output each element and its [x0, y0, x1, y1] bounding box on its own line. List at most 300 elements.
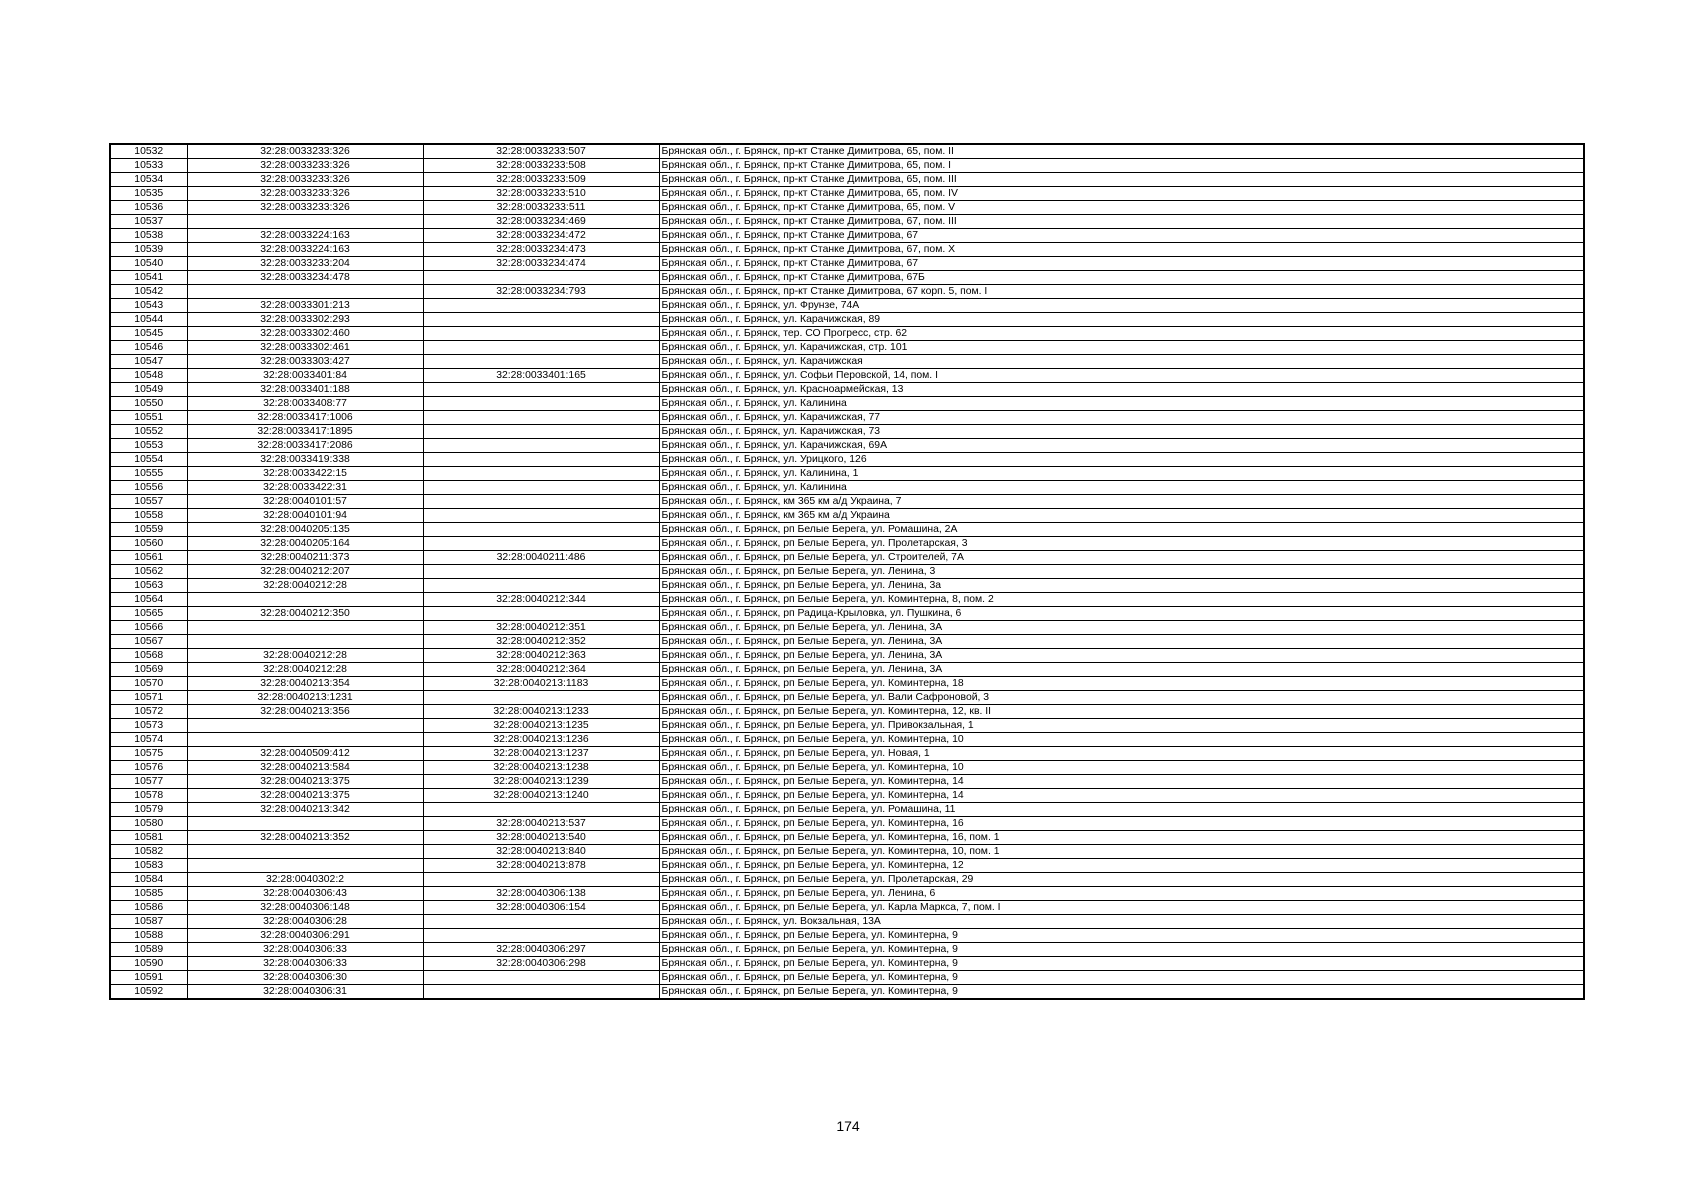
address-cell: Брянская обл., г. Брянск, рп Белые Берега, ул. Ромашина, 11 [659, 803, 1584, 817]
table-row [110, 649, 1584, 663]
object-cadastral-number-cell [423, 985, 659, 1000]
parcel-cadastral-number-cell: 32:28:0040101:57 [187, 495, 423, 509]
address-cell: Брянская обл., г. Брянск, рп Белые Берега, ул. Коминтерна, 9 [659, 985, 1584, 1000]
table-row [110, 453, 1584, 467]
table-row [110, 411, 1584, 425]
row-number-cell: 10584 [110, 873, 187, 887]
object-cadastral-number-cell: 32:28:0040213:1239 [423, 775, 659, 789]
object-cadastral-number-cell [423, 411, 659, 425]
row-number-cell: 10556 [110, 481, 187, 495]
row-number-cell: 10549 [110, 383, 187, 397]
parcel-cadastral-number-cell: 32:28:0033401:84 [187, 369, 423, 383]
parcel-cadastral-number-cell: 32:28:0040509:412 [187, 747, 423, 761]
address-cell: Брянская обл., г. Брянск, рп Белые Берега, ул. Коминтерна, 12 [659, 859, 1584, 873]
row-number-cell: 10590 [110, 957, 187, 971]
row-number-cell: 10575 [110, 747, 187, 761]
address-cell: Брянская обл., г. Брянск, пр-кт Станке Димитрова, 67 [659, 257, 1584, 271]
object-cadastral-number-cell [423, 397, 659, 411]
row-number-cell: 10582 [110, 845, 187, 859]
parcel-cadastral-number-cell [187, 621, 423, 635]
parcel-cadastral-number-cell: 32:28:0040306:33 [187, 957, 423, 971]
parcel-cadastral-number-cell: 32:28:0040213:1231 [187, 691, 423, 705]
row-number-cell: 10545 [110, 327, 187, 341]
table-row [110, 229, 1584, 243]
parcel-cadastral-number-cell [187, 719, 423, 733]
row-number-cell: 10544 [110, 313, 187, 327]
parcel-cadastral-number-cell: 32:28:0040205:164 [187, 537, 423, 551]
parcel-cadastral-number-cell [187, 733, 423, 747]
row-number-cell: 10589 [110, 943, 187, 957]
object-cadastral-number-cell: 32:28:0040212:351 [423, 621, 659, 635]
row-number-cell: 10588 [110, 929, 187, 943]
parcel-cadastral-number-cell: 32:28:0040213:375 [187, 789, 423, 803]
object-cadastral-number-cell: 32:28:0040306:297 [423, 943, 659, 957]
row-number-cell: 10536 [110, 201, 187, 215]
address-cell: Брянская обл., г. Брянск, пр-кт Станке Димитрова, 65, пом. I [659, 159, 1584, 173]
object-cadastral-number-cell: 32:28:0033234:469 [423, 215, 659, 229]
row-number-cell: 10583 [110, 859, 187, 873]
parcel-cadastral-number-cell: 32:28:0040213:352 [187, 831, 423, 845]
address-cell: Брянская обл., г. Брянск, рп Белые Берега, ул. Ленина, 3А [659, 663, 1584, 677]
object-cadastral-number-cell [423, 691, 659, 705]
address-cell: Брянская обл., г. Брянск, рп Белые Берега, ул. Вали Сафроновой, 3 [659, 691, 1584, 705]
table-row [110, 495, 1584, 509]
row-number-cell: 10580 [110, 817, 187, 831]
object-cadastral-number-cell: 32:28:0040213:1236 [423, 733, 659, 747]
parcel-cadastral-number-cell: 32:28:0040306:31 [187, 985, 423, 1000]
object-cadastral-number-cell [423, 509, 659, 523]
object-cadastral-number-cell: 32:28:0040213:1237 [423, 747, 659, 761]
address-cell: Брянская обл., г. Брянск, рп Белые Берега, ул. Ленина, 3А [659, 635, 1584, 649]
table-row [110, 747, 1584, 761]
object-cadastral-number-cell [423, 873, 659, 887]
row-number-cell: 10586 [110, 901, 187, 915]
object-cadastral-number-cell: 32:28:0033233:511 [423, 201, 659, 215]
table-row [110, 271, 1584, 285]
address-cell: Брянская обл., г. Брянск, рп Белые Берега, ул. Коминтерна, 10 [659, 733, 1584, 747]
table-row [110, 901, 1584, 915]
address-cell: Брянская обл., г. Брянск, рп Белые Берега, ул. Ленина, 3А [659, 621, 1584, 635]
page-number: 174 [836, 1118, 860, 1134]
parcel-cadastral-number-cell: 32:28:0040212:28 [187, 579, 423, 593]
address-cell: Брянская обл., г. Брянск, рп Белые Берега, ул. Коминтерна, 9 [659, 929, 1584, 943]
row-number-cell: 10555 [110, 467, 187, 481]
row-number-cell: 10538 [110, 229, 187, 243]
object-cadastral-number-cell [423, 579, 659, 593]
row-number-cell: 10548 [110, 369, 187, 383]
address-cell: Брянская обл., г. Брянск, км 365 км а/д Украина, 7 [659, 495, 1584, 509]
table-row [110, 719, 1584, 733]
row-number-cell: 10547 [110, 355, 187, 369]
object-cadastral-number-cell [423, 481, 659, 495]
row-number-cell: 10563 [110, 579, 187, 593]
object-cadastral-number-cell [423, 971, 659, 985]
row-number-cell: 10574 [110, 733, 187, 747]
row-number-cell: 10539 [110, 243, 187, 257]
address-cell: Брянская обл., г. Брянск, рп Белые Берега, ул. Коминтерна, 8, пом. 2 [659, 593, 1584, 607]
row-number-cell: 10561 [110, 551, 187, 565]
table-row [110, 257, 1584, 271]
table-row [110, 355, 1584, 369]
table-row [110, 943, 1584, 957]
parcel-cadastral-number-cell: 32:28:0040212:207 [187, 565, 423, 579]
address-cell: Брянская обл., г. Брянск, ул. Калинина, 1 [659, 467, 1584, 481]
object-cadastral-number-cell [423, 327, 659, 341]
parcel-cadastral-number-cell: 32:28:0040213:584 [187, 761, 423, 775]
object-cadastral-number-cell: 32:28:0040306:298 [423, 957, 659, 971]
parcel-cadastral-number-cell: 32:28:0040213:342 [187, 803, 423, 817]
table-row [110, 915, 1584, 929]
table-row [110, 285, 1584, 299]
parcel-cadastral-number-cell: 32:28:0040213:354 [187, 677, 423, 691]
parcel-cadastral-number-cell [187, 593, 423, 607]
object-cadastral-number-cell [423, 383, 659, 397]
table-row [110, 985, 1584, 1000]
table-row [110, 621, 1584, 635]
parcel-cadastral-number-cell: 32:28:0033422:31 [187, 481, 423, 495]
row-number-cell: 10577 [110, 775, 187, 789]
table-row [110, 607, 1584, 621]
object-cadastral-number-cell [423, 313, 659, 327]
address-cell: Брянская обл., г. Брянск, пр-кт Станке Димитрова, 65, пом. IV [659, 187, 1584, 201]
parcel-cadastral-number-cell: 32:28:0033233:326 [187, 159, 423, 173]
address-cell: Брянская обл., г. Брянск, пр-кт Станке Димитрова, 65, пом. II [659, 144, 1584, 159]
address-cell: Брянская обл., г. Брянск, рп Белые Берега, ул. Коминтерна, 16 [659, 817, 1584, 831]
table-row [110, 775, 1584, 789]
table-row [110, 383, 1584, 397]
row-number-cell: 10535 [110, 187, 187, 201]
object-cadastral-number-cell: 32:28:0040213:1183 [423, 677, 659, 691]
parcel-cadastral-number-cell: 32:28:0040302:2 [187, 873, 423, 887]
address-cell: Брянская обл., г. Брянск, рп Белые Берега, ул. Коминтерна, 10 [659, 761, 1584, 775]
address-cell: Брянская обл., г. Брянск, пр-кт Станке Димитрова, 67Б [659, 271, 1584, 285]
table-row [110, 887, 1584, 901]
address-cell: Брянская обл., г. Брянск, ул. Карачижская, 77 [659, 411, 1584, 425]
object-cadastral-number-cell [423, 537, 659, 551]
address-cell: Брянская обл., г. Брянск, рп Белые Берега, ул. Карла Маркса, 7, пом. I [659, 901, 1584, 915]
parcel-cadastral-number-cell: 32:28:0033302:460 [187, 327, 423, 341]
row-number-cell: 10573 [110, 719, 187, 733]
object-cadastral-number-cell: 32:28:0040306:138 [423, 887, 659, 901]
address-cell: Брянская обл., г. Брянск, рп Белые Берега, ул. Коминтерна, 18 [659, 677, 1584, 691]
registry-table-body [110, 144, 1584, 999]
table-row [110, 845, 1584, 859]
table-row [110, 971, 1584, 985]
row-number-cell: 10566 [110, 621, 187, 635]
address-cell: Брянская обл., г. Брянск, ул. Красноармейская, 13 [659, 383, 1584, 397]
table-row [110, 859, 1584, 873]
parcel-cadastral-number-cell: 32:28:0040211:373 [187, 551, 423, 565]
address-cell: Брянская обл., г. Брянск, ул. Карачижская, 89 [659, 313, 1584, 327]
table-row [110, 201, 1584, 215]
object-cadastral-number-cell: 32:28:0033234:472 [423, 229, 659, 243]
parcel-cadastral-number-cell [187, 285, 423, 299]
parcel-cadastral-number-cell: 32:28:0033301:213 [187, 299, 423, 313]
object-cadastral-number-cell: 32:28:0040213:1240 [423, 789, 659, 803]
object-cadastral-number-cell [423, 607, 659, 621]
object-cadastral-number-cell: 32:28:0040213:1235 [423, 719, 659, 733]
address-cell: Брянская обл., г. Брянск, рп Белые Берега, ул. Ленина, 6 [659, 887, 1584, 901]
object-cadastral-number-cell [423, 803, 659, 817]
object-cadastral-number-cell [423, 495, 659, 509]
row-number-cell: 10571 [110, 691, 187, 705]
row-number-cell: 10572 [110, 705, 187, 719]
table-row [110, 831, 1584, 845]
address-cell: Брянская обл., г. Брянск, рп Белые Берега, ул. Коминтерна, 14 [659, 789, 1584, 803]
table-row [110, 635, 1584, 649]
row-number-cell: 10552 [110, 425, 187, 439]
parcel-cadastral-number-cell: 32:28:0040212:350 [187, 607, 423, 621]
table-row [110, 243, 1584, 257]
row-number-cell: 10546 [110, 341, 187, 355]
parcel-cadastral-number-cell: 32:28:0040306:30 [187, 971, 423, 985]
object-cadastral-number-cell: 32:28:0040212:352 [423, 635, 659, 649]
object-cadastral-number-cell: 32:28:0033234:474 [423, 257, 659, 271]
table-row [110, 144, 1584, 159]
parcel-cadastral-number-cell: 32:28:0033233:326 [187, 201, 423, 215]
object-cadastral-number-cell: 32:28:0040211:486 [423, 551, 659, 565]
object-cadastral-number-cell [423, 523, 659, 537]
address-cell: Брянская обл., г. Брянск, рп Белые Берега, ул. Коминтерна, 14 [659, 775, 1584, 789]
object-cadastral-number-cell [423, 453, 659, 467]
table-row [110, 341, 1584, 355]
address-cell: Брянская обл., г. Брянск, пр-кт Станке Димитрова, 67, пом. III [659, 215, 1584, 229]
address-cell: Брянская обл., г. Брянск, ул. Карачижская, стр. 101 [659, 341, 1584, 355]
parcel-cadastral-number-cell: 32:28:0033401:188 [187, 383, 423, 397]
address-cell: Брянская обл., г. Брянск, тер. СО Прогресс, стр. 62 [659, 327, 1584, 341]
registry-table [109, 143, 1585, 1000]
address-cell: Брянская обл., г. Брянск, рп Белые Берега, ул. Ленина, 3а [659, 579, 1584, 593]
address-cell: Брянская обл., г. Брянск, рп Белые Берега, ул. Коминтерна, 16, пом. 1 [659, 831, 1584, 845]
row-number-cell: 10541 [110, 271, 187, 285]
parcel-cadastral-number-cell: 32:28:0033422:15 [187, 467, 423, 481]
table-row [110, 565, 1584, 579]
table-row [110, 467, 1584, 481]
object-cadastral-number-cell: 32:28:0033233:509 [423, 173, 659, 187]
row-number-cell: 10543 [110, 299, 187, 313]
address-cell: Брянская обл., г. Брянск, рп Белые Берега, ул. Пролетарская, 3 [659, 537, 1584, 551]
parcel-cadastral-number-cell [187, 817, 423, 831]
table-row [110, 593, 1584, 607]
table-row [110, 551, 1584, 565]
object-cadastral-number-cell [423, 425, 659, 439]
parcel-cadastral-number-cell: 32:28:0040306:291 [187, 929, 423, 943]
parcel-cadastral-number-cell: 32:28:0033302:293 [187, 313, 423, 327]
parcel-cadastral-number-cell: 32:28:0040213:356 [187, 705, 423, 719]
row-number-cell: 10540 [110, 257, 187, 271]
table-row [110, 397, 1584, 411]
object-cadastral-number-cell: 32:28:0040212:364 [423, 663, 659, 677]
parcel-cadastral-number-cell [187, 215, 423, 229]
row-number-cell: 10534 [110, 173, 187, 187]
row-number-cell: 10562 [110, 565, 187, 579]
parcel-cadastral-number-cell [187, 635, 423, 649]
address-cell: Брянская обл., г. Брянск, км 365 км а/д Украина [659, 509, 1584, 523]
table-row [110, 733, 1584, 747]
table-row [110, 159, 1584, 173]
address-cell: Брянская обл., г. Брянск, рп Белые Берега, ул. Коминтерна, 9 [659, 971, 1584, 985]
parcel-cadastral-number-cell: 32:28:0040306:43 [187, 887, 423, 901]
table-row [110, 215, 1584, 229]
row-number-cell: 10576 [110, 761, 187, 775]
object-cadastral-number-cell: 32:28:0033233:510 [423, 187, 659, 201]
row-number-cell: 10591 [110, 971, 187, 985]
object-cadastral-number-cell [423, 355, 659, 369]
parcel-cadastral-number-cell: 32:28:0040205:135 [187, 523, 423, 537]
row-number-cell: 10567 [110, 635, 187, 649]
address-cell: Брянская обл., г. Брянск, рп Белые Берега, ул. Новая, 1 [659, 747, 1584, 761]
parcel-cadastral-number-cell: 32:28:0040101:94 [187, 509, 423, 523]
row-number-cell: 10569 [110, 663, 187, 677]
address-cell: Брянская обл., г. Брянск, рп Белые Берега, ул. Коминтерна, 9 [659, 957, 1584, 971]
table-row [110, 579, 1584, 593]
row-number-cell: 10550 [110, 397, 187, 411]
parcel-cadastral-number-cell [187, 845, 423, 859]
address-cell: Брянская обл., г. Брянск, пр-кт Станке Димитрова, 67, пом. X [659, 243, 1584, 257]
table-row [110, 663, 1584, 677]
row-number-cell: 10537 [110, 215, 187, 229]
row-number-cell: 10587 [110, 915, 187, 929]
object-cadastral-number-cell [423, 929, 659, 943]
address-cell: Брянская обл., г. Брянск, рп Белые Берега, ул. Ромашина, 2А [659, 523, 1584, 537]
row-number-cell: 10553 [110, 439, 187, 453]
parcel-cadastral-number-cell: 32:28:0033234:478 [187, 271, 423, 285]
object-cadastral-number-cell [423, 341, 659, 355]
row-number-cell: 10581 [110, 831, 187, 845]
table-row [110, 439, 1584, 453]
object-cadastral-number-cell [423, 467, 659, 481]
table-row [110, 789, 1584, 803]
object-cadastral-number-cell: 32:28:0033234:473 [423, 243, 659, 257]
parcel-cadastral-number-cell: 32:28:0040306:148 [187, 901, 423, 915]
table-row [110, 705, 1584, 719]
row-number-cell: 10570 [110, 677, 187, 691]
table-row [110, 425, 1584, 439]
object-cadastral-number-cell [423, 271, 659, 285]
address-cell: Брянская обл., г. Брянск, пр-кт Станке Димитрова, 65, пом. III [659, 173, 1584, 187]
object-cadastral-number-cell: 32:28:0040213:878 [423, 859, 659, 873]
table-row [110, 677, 1584, 691]
object-cadastral-number-cell: 32:28:0040212:363 [423, 649, 659, 663]
table-row [110, 313, 1584, 327]
row-number-cell: 10578 [110, 789, 187, 803]
object-cadastral-number-cell [423, 299, 659, 313]
object-cadastral-number-cell: 32:28:0040213:537 [423, 817, 659, 831]
row-number-cell: 10533 [110, 159, 187, 173]
parcel-cadastral-number-cell: 32:28:0033417:2086 [187, 439, 423, 453]
parcel-cadastral-number-cell: 32:28:0040213:375 [187, 775, 423, 789]
table-row [110, 929, 1584, 943]
table-row [110, 299, 1584, 313]
address-cell: Брянская обл., г. Брянск, ул. Калинина [659, 397, 1584, 411]
parcel-cadastral-number-cell: 32:28:0033302:461 [187, 341, 423, 355]
address-cell: Брянская обл., г. Брянск, рп Радица-Крыловка, ул. Пушкина, 6 [659, 607, 1584, 621]
row-number-cell: 10532 [110, 144, 187, 159]
table-row [110, 873, 1584, 887]
parcel-cadastral-number-cell: 32:28:0033233:326 [187, 144, 423, 159]
table-row [110, 691, 1584, 705]
object-cadastral-number-cell [423, 915, 659, 929]
parcel-cadastral-number-cell [187, 859, 423, 873]
parcel-cadastral-number-cell: 32:28:0033417:1006 [187, 411, 423, 425]
address-cell: Брянская обл., г. Брянск, рп Белые Берега, ул. Ленина, 3 [659, 565, 1584, 579]
object-cadastral-number-cell: 32:28:0040213:840 [423, 845, 659, 859]
row-number-cell: 10542 [110, 285, 187, 299]
address-cell: Брянская обл., г. Брянск, рп Белые Берега, ул. Пролетарская, 29 [659, 873, 1584, 887]
parcel-cadastral-number-cell: 32:28:0040212:28 [187, 649, 423, 663]
row-number-cell: 10564 [110, 593, 187, 607]
address-cell: Брянская обл., г. Брянск, ул. Карачижская, 69А [659, 439, 1584, 453]
address-cell: Брянская обл., г. Брянск, рп Белые Берега, ул. Коминтерна, 9 [659, 943, 1584, 957]
row-number-cell: 10585 [110, 887, 187, 901]
parcel-cadastral-number-cell: 32:28:0040212:28 [187, 663, 423, 677]
table-row [110, 803, 1584, 817]
parcel-cadastral-number-cell: 32:28:0033224:163 [187, 243, 423, 257]
table-row [110, 957, 1584, 971]
address-cell: Брянская обл., г. Брянск, рп Белые Берега, ул. Строителей, 7А [659, 551, 1584, 565]
row-number-cell: 10560 [110, 537, 187, 551]
address-cell: Брянская обл., г. Брянск, пр-кт Станке Димитрова, 67 корп. 5, пом. I [659, 285, 1584, 299]
object-cadastral-number-cell: 32:28:0040213:1238 [423, 761, 659, 775]
table-row [110, 187, 1584, 201]
parcel-cadastral-number-cell: 32:28:0033224:163 [187, 229, 423, 243]
row-number-cell: 10551 [110, 411, 187, 425]
parcel-cadastral-number-cell: 32:28:0033233:204 [187, 257, 423, 271]
address-cell: Брянская обл., г. Брянск, ул. Калинина [659, 481, 1584, 495]
row-number-cell: 10557 [110, 495, 187, 509]
table-row [110, 761, 1584, 775]
object-cadastral-number-cell: 32:28:0040212:344 [423, 593, 659, 607]
address-cell: Брянская обл., г. Брянск, ул. Карачижская [659, 355, 1584, 369]
row-number-cell: 10565 [110, 607, 187, 621]
address-cell: Брянская обл., г. Брянск, ул. Вокзальная, 13А [659, 915, 1584, 929]
parcel-cadastral-number-cell: 32:28:0033303:427 [187, 355, 423, 369]
address-cell: Брянская обл., г. Брянск, ул. Карачижская, 73 [659, 425, 1584, 439]
object-cadastral-number-cell: 32:28:0040213:540 [423, 831, 659, 845]
object-cadastral-number-cell: 32:28:0033233:507 [423, 144, 659, 159]
row-number-cell: 10579 [110, 803, 187, 817]
object-cadastral-number-cell: 32:28:0033234:793 [423, 285, 659, 299]
parcel-cadastral-number-cell: 32:28:0033419:338 [187, 453, 423, 467]
row-number-cell: 10554 [110, 453, 187, 467]
object-cadastral-number-cell: 32:28:0040213:1233 [423, 705, 659, 719]
address-cell: Брянская обл., г. Брянск, рп Белые Берега, ул. Коминтерна, 12, кв. II [659, 705, 1584, 719]
object-cadastral-number-cell: 32:28:0033401:165 [423, 369, 659, 383]
table-row [110, 173, 1584, 187]
object-cadastral-number-cell [423, 565, 659, 579]
address-cell: Брянская обл., г. Брянск, рп Белые Берега, ул. Ленина, 3А [659, 649, 1584, 663]
object-cadastral-number-cell [423, 439, 659, 453]
parcel-cadastral-number-cell: 32:28:0033408:77 [187, 397, 423, 411]
row-number-cell: 10568 [110, 649, 187, 663]
row-number-cell: 10592 [110, 985, 187, 1000]
address-cell: Брянская обл., г. Брянск, рп Белые Берега, ул. Коминтерна, 10, пом. 1 [659, 845, 1584, 859]
row-number-cell: 10559 [110, 523, 187, 537]
parcel-cadastral-number-cell: 32:28:0033417:1895 [187, 425, 423, 439]
parcel-cadastral-number-cell: 32:28:0033233:326 [187, 173, 423, 187]
table-row [110, 523, 1584, 537]
address-cell: Брянская обл., г. Брянск, рп Белые Берега, ул. Привокзальная, 1 [659, 719, 1584, 733]
table-row [110, 481, 1584, 495]
table-row [110, 817, 1584, 831]
parcel-cadastral-number-cell: 32:28:0040306:28 [187, 915, 423, 929]
parcel-cadastral-number-cell: 32:28:0040306:33 [187, 943, 423, 957]
address-cell: Брянская обл., г. Брянск, ул. Фрунзе, 74А [659, 299, 1584, 313]
address-cell: Брянская обл., г. Брянск, ул. Урицкого, 126 [659, 453, 1584, 467]
address-cell: Брянская обл., г. Брянск, пр-кт Станке Димитрова, 67 [659, 229, 1584, 243]
object-cadastral-number-cell: 32:28:0033233:508 [423, 159, 659, 173]
row-number-cell: 10558 [110, 509, 187, 523]
